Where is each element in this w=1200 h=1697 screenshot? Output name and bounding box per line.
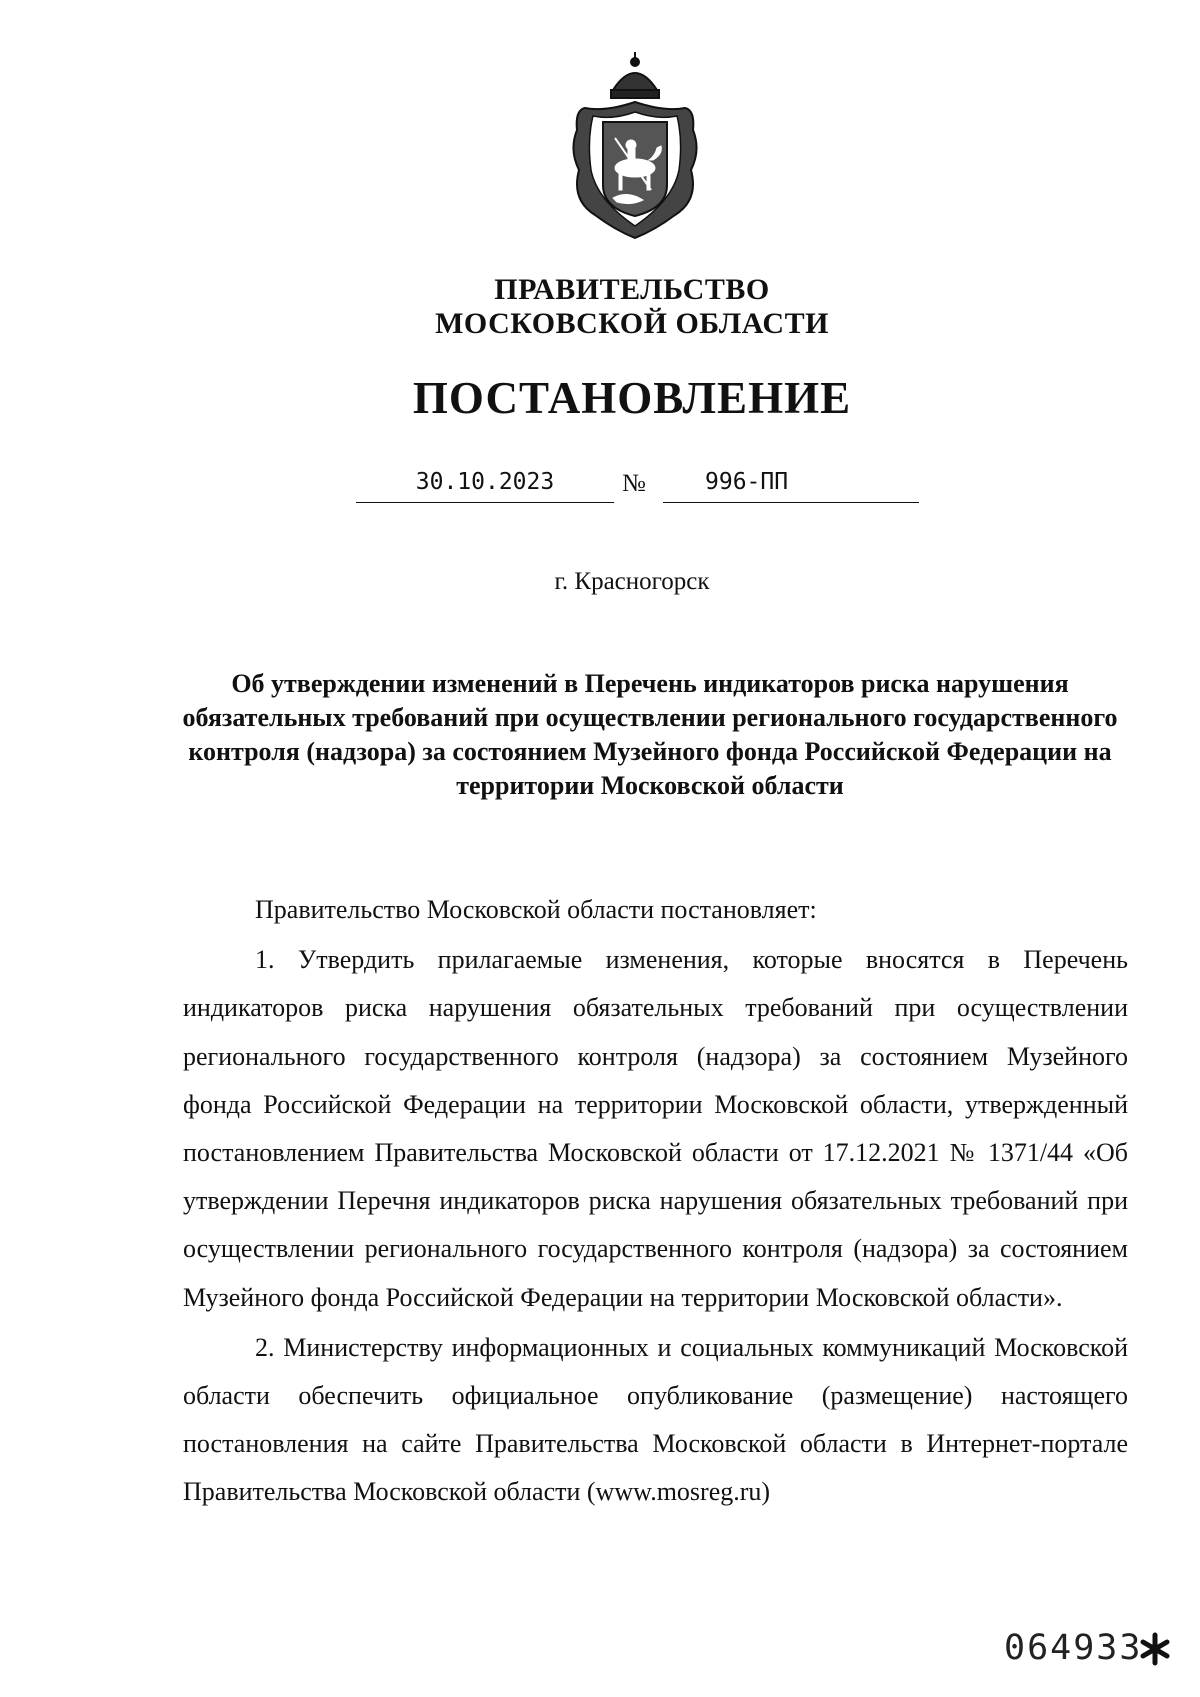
number-sign: № xyxy=(622,470,646,497)
document-type-heading: ПОСТАНОВЛЕНИЕ xyxy=(412,373,852,423)
asterisk-icon xyxy=(1138,1632,1172,1666)
document-number-field xyxy=(663,462,919,503)
coat-of-arms-icon xyxy=(565,50,705,240)
document-title: Об утверждении изменений в Перечень индикаторов риска нарушения обязательных требований при осуществлении регионального государственного контроля (надзора) за состоянием Музейного фонда Российской Федерации на территории Московской области xyxy=(182,669,1118,800)
serial-number: 064933 xyxy=(1004,1628,1143,1668)
document-body xyxy=(183,886,1128,1517)
document-number: 996-ПП xyxy=(705,469,789,495)
preamble-paragraph: Правительство Московской области постановляет: xyxy=(255,895,817,924)
item-1-paragraph: 1. Утвердить прилагаемые изменения, которые вносятся в Перечень индикаторов риска нарушения обязательных требований при осуществлении регионального государственного контроля (надзора) за состоянием Музейного фонда Российской Федерации на территории Московской области, утвержденный постановлением Правительства Московской области от 17.12.2021 № 1371/44 «Об утверждении Перечня индикаторов риска нарушения обязательных требований при осуществлении регионального государственного контроля (надзора) за состоянием Музейного фонда Российской Федерации на территории Московской области». xyxy=(183,945,1128,1312)
item-2-paragraph: 2. Министерству информационных и социальных коммуникаций Московской области обеспечить официальное опубликование (размещение) настоящего постановления на сайте Правительства Московской области в Интернет-портале Правительства Московской области (www.mosreg.ru) xyxy=(183,1332,1128,1507)
issuing-authority-line2: МОСКОВСКОЙ ОБЛАСТИ xyxy=(435,307,829,340)
document-date: 30.10.2023 xyxy=(356,462,614,503)
issuing-authority-line1: ПРАВИТЕЛЬСТВО xyxy=(494,273,770,306)
place-of-issue: г. Красногорск xyxy=(554,568,710,595)
